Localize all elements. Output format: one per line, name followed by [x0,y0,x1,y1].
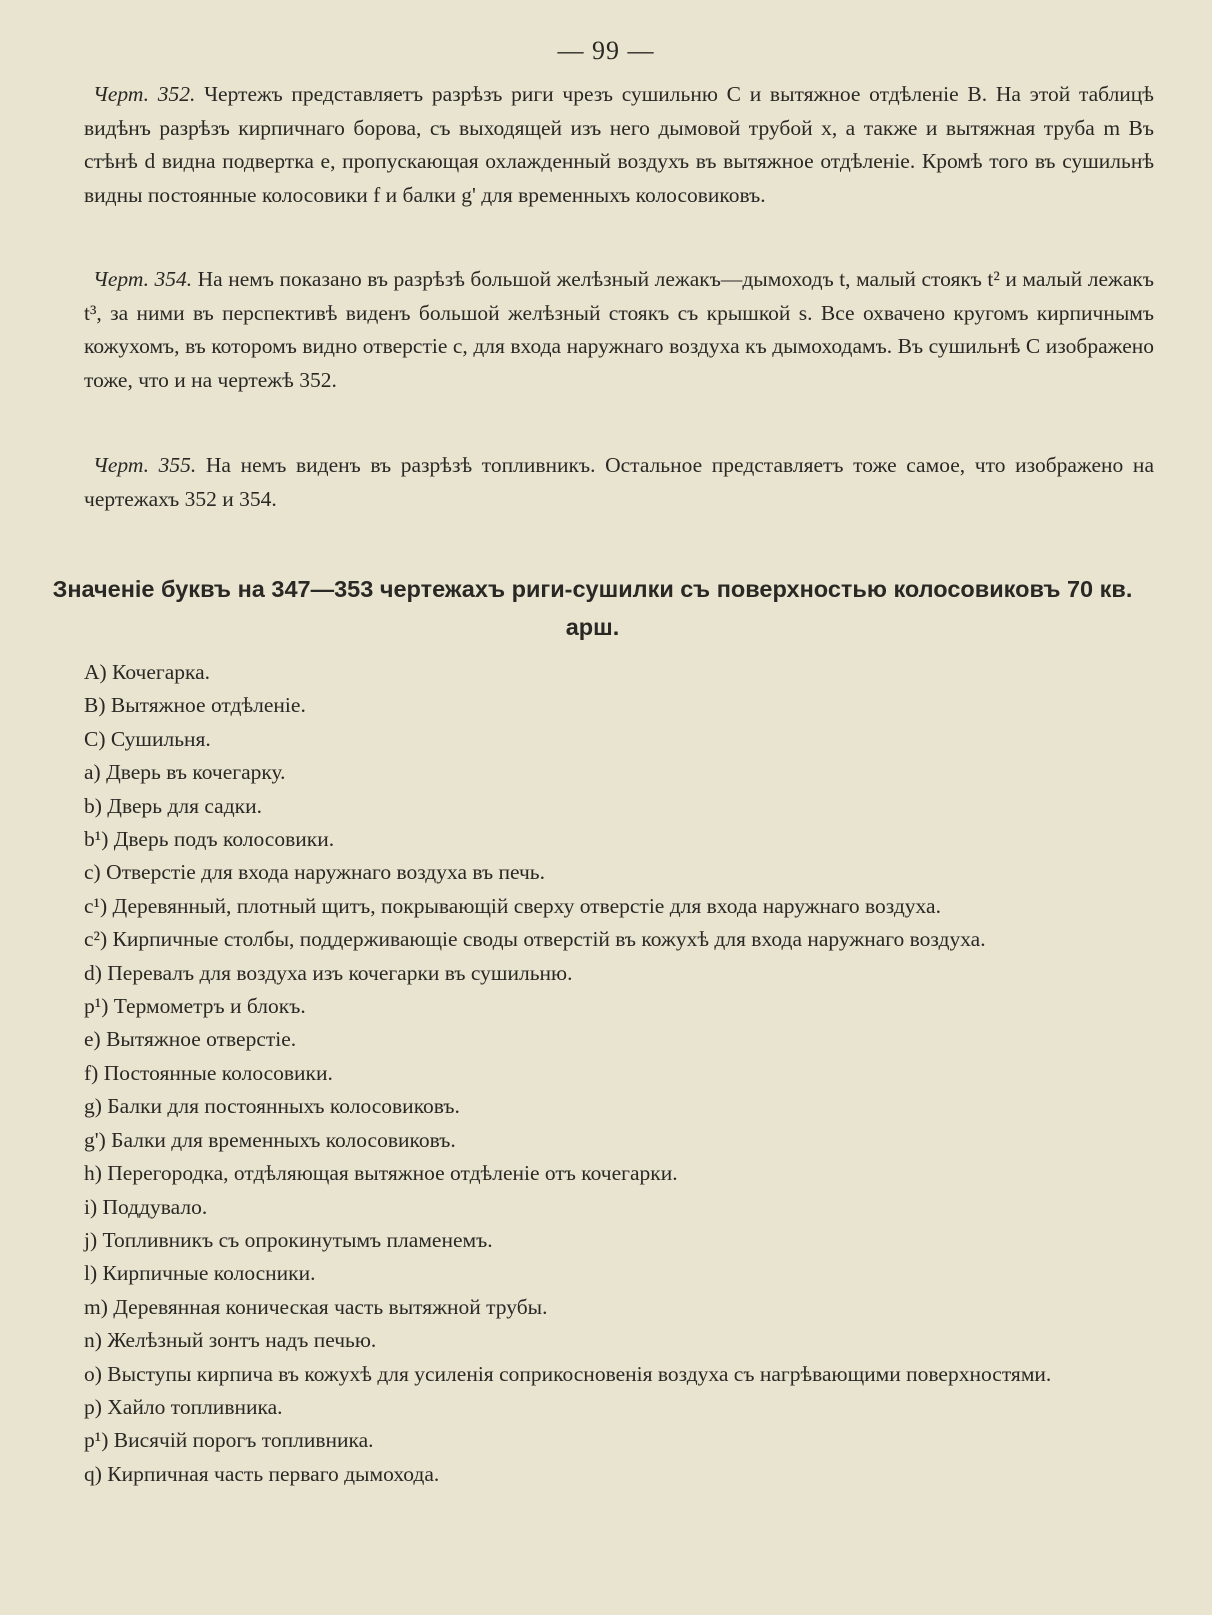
section-heading: Значеніе буквъ на 347—353 чертежахъ риги-сушилки съ поверхностью колосовиковъ 70 кв. арш. [52,576,1133,640]
legend-item: d) Перевалъ для воздуха изъ кочегарки въ сушильню. [84,960,573,985]
legend-item: a) Дверь въ кочегарку. [84,760,286,785]
legend-item: f) Постоянные колосовики. [84,1060,333,1085]
legend-item: b¹) Дверь подъ колосовики. [84,827,335,852]
legend-item: q) Кирпичная часть перваго дымохода. [84,1461,440,1486]
legend-item: A) Кочегарка. [84,660,211,684]
paragraph-text: На немъ виденъ въ разрѣзѣ топливникъ. Остальное представляетъ тоже самое, что изображено на чертежахъ 352 и 354. [84,453,1154,511]
legend-item: o) Выступы кирпича въ кожухѣ для усиленія соприкосновенія воздуха съ нагрѣвающими поверхностями. [84,1361,1052,1386]
legend-item: g') Балки для временныхъ колосовиковъ. [84,1127,456,1152]
paragraph-fig-354 [84,263,1154,397]
legend-item: p) Хайло топливника. [84,1394,283,1419]
legend-item: C) Сушильня. [84,726,211,751]
legend-item: p¹) Висячій порогъ топливника. [84,1428,374,1453]
legend-item: j) Топливникъ съ опрокинутымъ пламенемъ. [84,1227,493,1252]
page-number: — 99 — [557,36,655,65]
legend-item: g) Балки для постоянныхъ колосовиковъ. [84,1094,460,1119]
legend-item: e) Вытяжное отверстіе. [84,1027,297,1052]
legend-item: p¹) Термометръ и блокъ. [84,994,306,1019]
paragraph-text: На немъ показано въ разрѣзѣ большой желѣзный лежакъ—дымоходъ t, малый стоякъ t² и малый лежакъ t³, за ними въ перспективѣ виденъ большой желѣзный стоякъ съ крышкой s. Все охвачено кругомъ кирпичнымъ кожухомъ, въ которомъ видно отверстіе c, для входа наружнаго воздуха къ дымоходамъ. Въ сушильнѣ C изображено тоже, что и на чертежѣ 352. [84,267,1154,392]
legend-item: c¹) Деревянный, плотный щитъ, покрывающій сверху отверстіе для входа наружнаго воздуха. [84,893,941,918]
legend-item: i) Поддувало. [84,1194,208,1219]
figure-reference: Черт. 354. [93,267,193,291]
letter-legend-list [84,656,1152,1491]
figure-reference: Черт. 355. [93,453,197,477]
paragraph-fig-355 [84,449,1154,516]
legend-item: b) Дверь для садки. [84,793,262,818]
legend-item: n) Желѣзный зонтъ надъ печью. [84,1328,377,1353]
paragraph-text: Чертежъ представляетъ разрѣзъ риги чрезъ сушильню C и вытяжное отдѣленіе B. На этой таблицѣ видѣнъ разрѣзъ кирпичнаго борова, съ выходящей изъ него дымовой трубой x, а также и вытяжная труба m Въ стѣнѣ d видна подвертка e, пропускающая охлажденный воздухъ въ вытяжное отдѣленіе. Кромѣ того въ сушильнѣ видны постоянные колосовики f и балки g' для временныхъ колосовиковъ. [84,82,1154,207]
paragraph-fig-352 [84,78,1154,212]
legend-item: c) Отверстіе для входа наружнаго воздуха въ печь. [84,860,545,885]
legend-item: c²) Кирпичные столбы, поддерживающіе своды отверстій въ кожухѣ для входа наружнаго воздуха. [84,927,986,952]
legend-item: h) Перегородка, отдѣляющая вытяжное отдѣленіе отъ кочегарки. [84,1161,678,1186]
figure-reference: Черт. 352. [93,82,196,106]
legend-item: l) Кирпичные колосники. [84,1261,316,1286]
legend-item: m) Деревянная коническая часть вытяжной трубы. [84,1294,548,1319]
legend-item: B) Вытяжное отдѣленіе. [84,693,306,718]
